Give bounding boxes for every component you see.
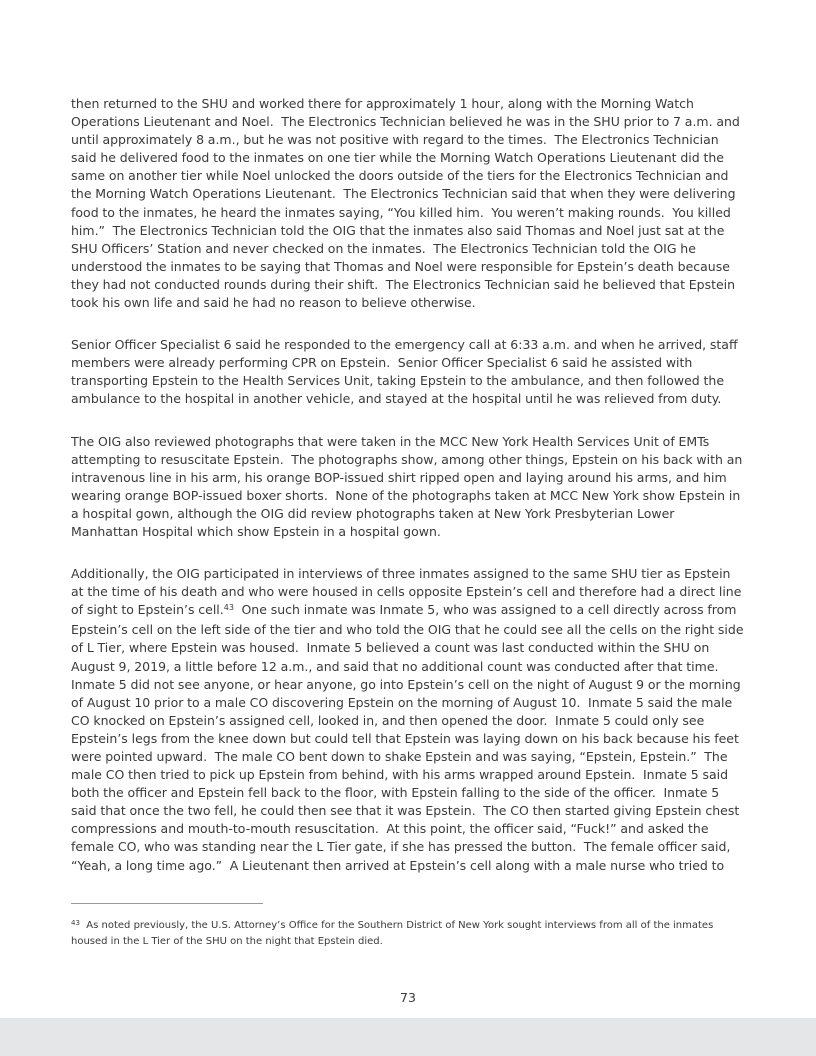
footnote-reference-43: 43 xyxy=(223,603,234,613)
paragraph-inmate-interviews xyxy=(71,565,748,875)
footer-band xyxy=(0,1018,816,1056)
footnote-43-text: As noted previously, the U.S. Attorney’s Office for the Southern District of New York sought interviews from all of the inmates housed in the L Tier of the SHU on the night that Epstein died. xyxy=(71,920,717,947)
footnote-43 xyxy=(71,918,745,949)
paragraph-senior-officer-specialist-6: Senior Officer Specialist 6 said he responded to the emergency call at 6:33 a.m. and when he arrived, staff members were already performing CPR on Epstein. Senior Officer Specialist 6 said he assisted with transporting Epstein to the Health Services Unit, taking Epstein to the ambulance, and then followed the ambulance to the hospital in another vehicle, and stayed at the hospital until he was relieved from duty. xyxy=(71,337,742,407)
footnote-separator-rule xyxy=(71,903,263,904)
page-body-text xyxy=(71,95,748,899)
paragraph-text-before-footnote-ref: Additionally, the OIG participated in interviews of three inmates assigned to the same SHU tier as Epstein at the time of his death and who were housed in cells opposite Epstein’s cell and therefore had a direct line of sight to Epstein’s cell. xyxy=(71,566,746,618)
page-number: 73 xyxy=(400,990,416,1005)
footnote-marker-43: 43 xyxy=(71,918,80,927)
paragraph-photographs-review: The OIG also reviewed photographs that were taken in the MCC New York Health Services Unit of EMTs attempting to resuscitate Epstein. The photographs show, among other things, Epstein on his back with an intravenous line in his arm, his orange BOP-issued shirt ripped open and laying around his arms, and him wearing orange BOP-issued boxer shorts. None of the photographs taken at MCC New York show Epstein in a hospital gown, although the OIG did review photographs taken at New York Presbyterian Lower Manhattan Hospital which show Epstein in a hospital gown. xyxy=(71,433,747,539)
footnote-area xyxy=(71,903,745,959)
paragraph-electronics-technician: then returned to the SHU and worked there for approximately 1 hour, along with the Morning Watch Operations Lieutenant and Noel. The Electronics Technician believed he was in the SHU prior to 7 a.m. and until approximately 8 a.m., but he was not positive with regard to the times. The Electronics Technician said he delivered food to the inmates on one tier while the Morning Watch Operations Lieutenant did the same on another tier while Noel unlocked the doors outside of the tiers for the Electronics Technician and the Morning Watch Operations Lieutenant. The Electronics Technician said that when they were delivering food to the inmates, he heard the inmates saying, “You killed him. You weren’t making rounds. You killed him.” The Electronics Technician told the OIG that the inmates also said Thomas and Noel just sat at the SHU Officers’ Station and never checked on the inmates. The Electronics Technician told the OIG he understood the inmates to be saying that Thomas and Noel were responsible for Epstein’s death because they had not conducted rounds during their shift. The Electronics Technician said he believed that Epstein took his own life and said he had no reason to believe otherwise. xyxy=(71,96,744,311)
paragraph-text-after-footnote-ref: One such inmate was Inmate 5, who was assigned to a cell directly across from Epstein’s cell on the left side of the tier and who told the OIG that he could see all the cells on the right side of L Tier, where Epstein was housed. Inmate 5 believed a count was last conducted within the SHU on August 9, 2019, a little before 12 a.m., and said that no additional count was conducted after that time. Inmate 5 did not see anyone, or hear anyone, go into Epstein’s cell on the night of August 9 or the morning of August 10 prior to a male CO discovering Epstein on the morning of August 10. Inmate 5 said the male CO knocked on Epstein’s assigned cell, looked in, and then opened the door. Inmate 5 could only see Epstein’s legs from the knee down but could tell that Epstein was laying down on his back because his feet were pointed upward. The male CO bent down to shake Epstein and was saying, “Epstein, Epstein.” The male CO then tried to pick up Epstein from behind, with his arms wrapped around Epstein. Inmate 5 said both the officer and Epstein fell back to the floor, with Epstein falling to the side of the officer. Inmate 5 said that once the two fell, he could then see that it was Epstein. The CO then started giving Epstein chest compressions and mouth-to-mouth resuscitation. At this point, the officer said, “Fuck!” and asked the female CO, who was standing near the L Tier gate, if she has pressed the button. The female officer said, “Yeah, a long time ago.” A Lieutenant then arrived at Epstein’s cell along with a male nurse who tried to xyxy=(71,602,748,873)
